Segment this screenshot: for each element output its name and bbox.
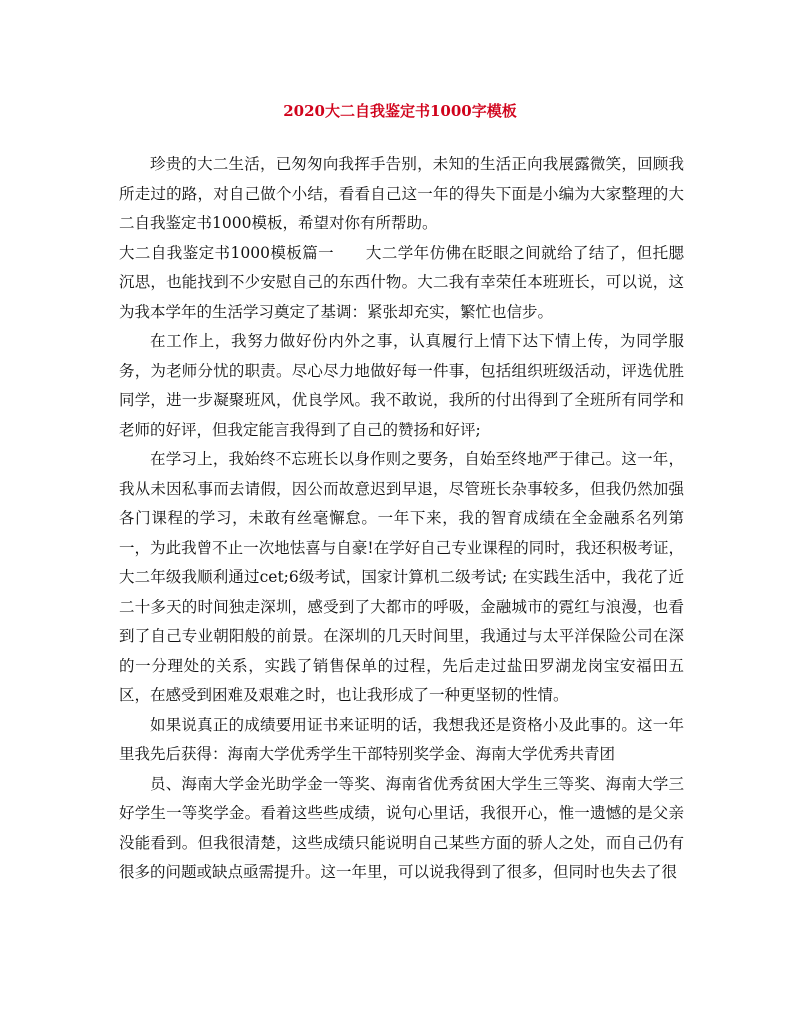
paragraph-study: 在学习上，我始终不忘班长以身作则之要务，自始至终地严于律己。这一年，我从未因私事而去请假，因公而故意迟到早退，尽管班长杂事较多，但我仍然加强各门课程的学习，未敢有丝毫懈怠。一年下来，我的智育成绩在全金融系名列第一，为此我曾不止一次地怯喜与自豪!在学好自己专业课程的同时，我还积极考证，大二年级我顺利通过cet;6级考试，国家计算机二级考试; 在实践生活中，我花了近二十多天的时间独走深圳，感受到了大都市的呼吸，金融城市的霓红与浪漫，也看到了自己专业朝阳般的前景。在深圳的几天时间里，我通过与太平洋保险公司在深的一分理处的关系，实践了销售保单的过程，先后走过盐田罗湖龙岗宝安福田五区，在感受到困难及艰难之时，也让我形成了一种更坚韧的性情。 bbox=[119, 450, 684, 704]
paragraph-awards-continued: 员、海南大学金光助学金一等奖、海南省优秀贫困大学生三等奖、海南大学三好学生一等奖学金。看着这些些成绩，说句心里话，我很开心，惟一遗憾的是父亲没能看到。但我很清楚，这些成绩只能说明自己某些方面的骄人之处，而自己仍有很多的问题或缺点亟需提升。这一年里，可以说我得到了很多，但同时也失去了很 bbox=[119, 774, 684, 881]
paragraph-work: 在工作上，我努力做好份内外之事，认真履行上情下达下情上传，为同学服务，为老师分忧的职责。尽心尽力地做好每一件事，包括组织班级活动，评选优胜同学，进一步凝聚班风，优良学风。我不敢说，我所的付出得到了全班所有同学和老师的好评，但我定能言我得到了自己的赞扬和好评; bbox=[119, 332, 684, 439]
document-body bbox=[119, 150, 684, 888]
paragraph-part-one: 大二自我鉴定书1000模板篇一 大二学年仿佛在眨眼之间就给了结了，但托腮沉思，也能找到不少安慰自己的东西什物。大二我有幸荣任本班班长，可以说，这为我本学年的生活学习奠定了基调：紧张却充实，繁忙也信步。 bbox=[119, 243, 684, 321]
paragraph-intro: 珍贵的大二生活，已匆匆向我挥手告别，未知的生活正向我展露微笑，回顾我所走过的路，对自己做个小结，看看自己这一年的得失下面是小编为大家整理的大二自我鉴定书1000模板，希望对你有所帮助。 bbox=[119, 155, 684, 232]
document-title: 2020大二自我鉴定书1000字模板 bbox=[283, 102, 517, 120]
paragraph-awards: 如果说真正的成绩要用证书来证明的话，我想我还是资格小及此事的。这一年里我先后获得：海南大学优秀学生干部特别奖学金、海南大学优秀共青团 bbox=[119, 715, 684, 763]
